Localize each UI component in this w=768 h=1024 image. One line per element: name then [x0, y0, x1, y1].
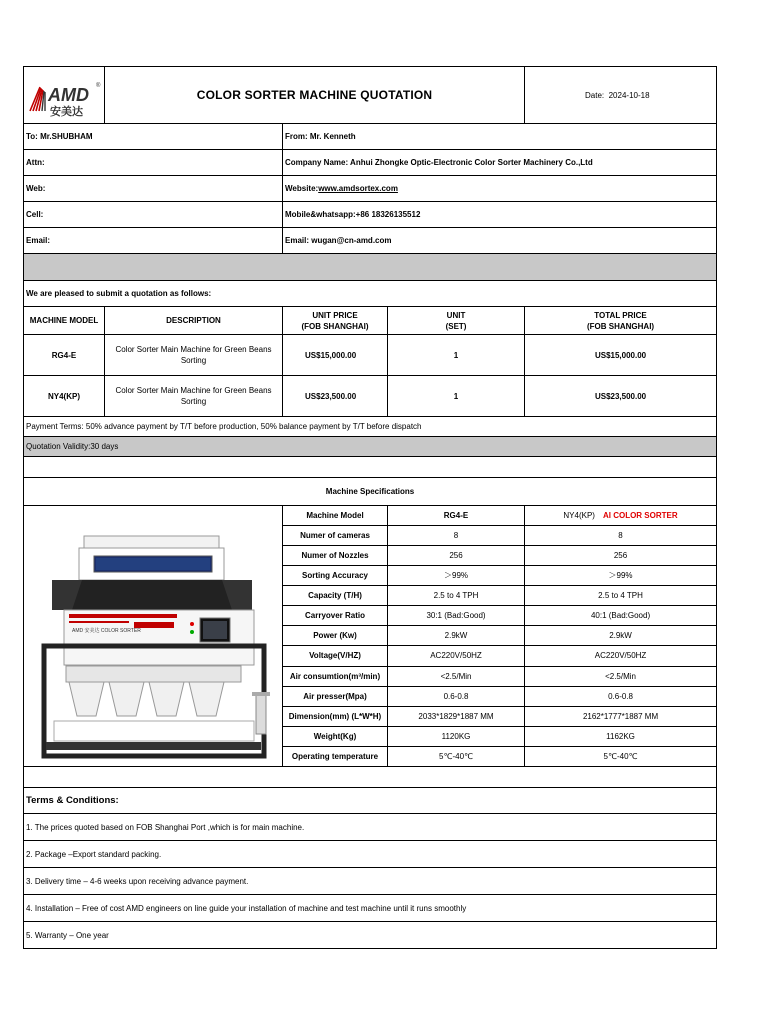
- list-item: [24, 895, 717, 922]
- email-right-field: Email: wugan@cn-amd.com: [283, 228, 717, 254]
- col-header-description: DESCRIPTION: [105, 307, 283, 335]
- svg-text:®: ®: [96, 83, 101, 89]
- term-item: 5. Warranty – One year: [24, 922, 717, 949]
- spec-label: Carryover Ratio: [283, 606, 388, 626]
- spec-value-a: <2.5/Min: [388, 666, 525, 686]
- spec-value-b: <2.5/Min: [525, 666, 717, 686]
- email-field: Email:: [24, 228, 283, 254]
- spec-value-a: 2.5 to 4 TPH: [388, 586, 525, 606]
- term-item: 3. Delivery time – 4-6 weeks upon receiving advance payment.: [24, 868, 717, 895]
- row-unit: 1: [388, 376, 525, 417]
- term-item: 1. The prices quoted based on FOB Shanghai Port ,which is for main machine.: [24, 814, 717, 841]
- quotation-table: [23, 66, 717, 949]
- spec-value-a: 256: [388, 546, 525, 566]
- intro-text: We are pleased to submit a quotation as follows:: [24, 281, 717, 307]
- spec-label: Capacity (T/H): [283, 586, 388, 606]
- spec-label: Voltage(V/HZ): [283, 646, 388, 666]
- spec-value-b: 0.6-0.8: [525, 686, 717, 706]
- company-field: Company Name: Anhui Zhongke Optic-Electronic Color Sorter Machinery Co.,Ltd: [283, 150, 717, 176]
- row-description: Color Sorter Main Machine for Green Beans Sorting: [105, 376, 283, 417]
- spec-label: Dimension(mm) (L*W*H): [283, 706, 388, 726]
- row-total: US$23,500.00: [525, 376, 717, 417]
- spec-label: Air consumtion(m³/min): [283, 666, 388, 686]
- spec-header-rg4e: RG4-E: [388, 506, 525, 526]
- website-field: [283, 176, 717, 202]
- quotation-document: [23, 66, 716, 949]
- spec-value-a: 30:1 (Bad:Good): [388, 606, 525, 626]
- row-unit-price: US$15,000.00: [283, 335, 388, 376]
- term-item: 4. Installation – Free of cost AMD engineers on line guide your installation of machine and test machine until it runs smoothly: [24, 895, 717, 922]
- spec-value-a: 1120KG: [388, 726, 525, 746]
- spec-value-b: 8: [525, 526, 717, 546]
- logo-fan-icon: [26, 67, 104, 123]
- date-value: 2024-10-18: [608, 90, 650, 100]
- spec-value-b: 256: [525, 546, 717, 566]
- list-item: [24, 922, 717, 949]
- spec-value-b: 40:1 (Bad:Good): [525, 606, 717, 626]
- spec-label: Air presser(Mpa): [283, 686, 388, 706]
- spec-value-b: 2.5 to 4 TPH: [525, 586, 717, 606]
- spec-value-a: 8: [388, 526, 525, 546]
- gray-separator: [24, 254, 717, 281]
- spec-label: Weight(Kg): [283, 726, 388, 746]
- spec-value-b: AC220V/50HZ: [525, 646, 717, 666]
- spec-value-b: ＞99%: [525, 566, 717, 586]
- spec-value-a: 5℃-40℃: [388, 746, 525, 766]
- web-field: Web:: [24, 176, 283, 202]
- website-link[interactable]: www.amdsortex.com: [318, 184, 398, 193]
- spec-value-a: 2.9kW: [388, 626, 525, 646]
- spec-value-b: 5℃-40℃: [525, 746, 717, 766]
- spec-label: Numer of cameras: [283, 526, 388, 546]
- spec-value-a: ＞99%: [388, 566, 525, 586]
- svg-text:AMD: AMD: [48, 85, 89, 105]
- spec-value-a: 2033*1829*1887 MM: [388, 706, 525, 726]
- spec-header-label: Machine Model: [283, 506, 388, 526]
- row-model: NY4(KP): [24, 376, 105, 417]
- col-header-unit-price: UNIT PRICE (FOB SHANGHAI): [283, 307, 388, 335]
- table-row: [24, 335, 717, 376]
- document-title: COLOR SORTER MACHINE QUOTATION: [105, 67, 525, 124]
- col-header-unit: UNIT (SET): [388, 307, 525, 335]
- spec-label: Operating temperature: [283, 746, 388, 766]
- website-label: Website:: [285, 184, 319, 193]
- col-header-model: MACHINE MODEL: [24, 307, 105, 335]
- spec-label: Numer of Nozzles: [283, 546, 388, 566]
- machine-panel-label: AMD 安美达 COLOR SORTER: [72, 628, 141, 634]
- blank-row: [24, 767, 717, 788]
- spec-label: Power (Kw): [283, 626, 388, 646]
- spec-value-a: AC220V/50HZ: [388, 646, 525, 666]
- spec-value-b: 2.9kW: [525, 626, 717, 646]
- row-unit-price: US$23,500.00: [283, 376, 388, 417]
- row-total: US$15,000.00: [525, 335, 717, 376]
- date-label: Date:: [585, 90, 605, 100]
- spec-header-ny4kp: NY4(KP) AI COLOR SORTER: [525, 506, 717, 526]
- machine-image-cell: [24, 506, 283, 767]
- logo-cell: [24, 67, 105, 124]
- quotation-validity: Quotation Validity:30 days: [24, 437, 717, 457]
- table-row: [24, 376, 717, 417]
- to-field: To: Mr.SHUBHAM: [24, 124, 283, 150]
- list-item: [24, 841, 717, 868]
- spec-value-b: 2162*1777*1887 MM: [525, 706, 717, 726]
- row-unit: 1: [388, 335, 525, 376]
- svg-text:安美达: 安美达: [50, 105, 83, 118]
- row-model: RG4-E: [24, 335, 105, 376]
- ai-color-sorter-tag: AI COLOR SORTER: [602, 511, 678, 521]
- mobile-field: Mobile&whatsapp:+86 18326135512: [283, 202, 717, 228]
- col-header-total: TOTAL PRICE (FOB SHANGHAI): [525, 307, 717, 335]
- blank-row: [24, 457, 717, 478]
- specs-title: Machine Specifications: [24, 478, 717, 506]
- payment-terms: Payment Terms: 50% advance payment by T/T before production, 50% balance payment by T/T before dispatch: [24, 417, 717, 437]
- term-item: 2. Package –Export standard packing.: [24, 841, 717, 868]
- list-item: [24, 868, 717, 895]
- attn-field: Attn:: [24, 150, 283, 176]
- row-description: Color Sorter Main Machine for Green Beans Sorting: [105, 335, 283, 376]
- cell-field: Cell:: [24, 202, 283, 228]
- color-sorter-machine-image: [24, 506, 283, 764]
- amd-logo: [26, 67, 105, 123]
- spec-value-b: 1162KG: [525, 726, 717, 746]
- from-field: From: Mr. Kenneth: [283, 124, 717, 150]
- spec-value-a: 0.6-0.8: [388, 686, 525, 706]
- date-cell: [525, 67, 717, 124]
- spec-label: Sorting Accuracy: [283, 566, 388, 586]
- terms-title: Terms & Conditions:: [24, 788, 717, 814]
- list-item: [24, 814, 717, 841]
